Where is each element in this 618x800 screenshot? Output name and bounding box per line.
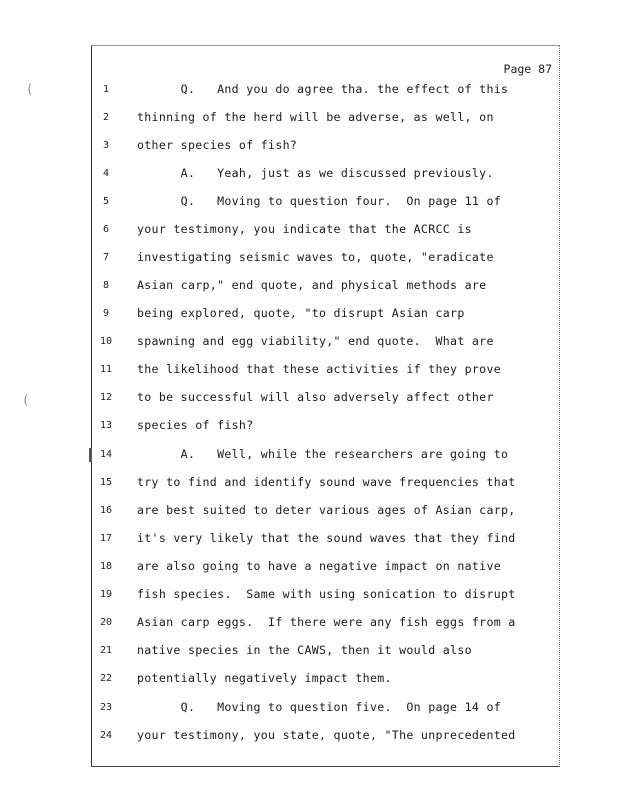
transcript-line [0,249,618,269]
transcript-line [0,389,618,409]
line-number: 19 [99,589,113,600]
line-text: native species in the CAWS, then it would also [137,643,472,657]
line-text: the likelihood that these activities if they prove [137,362,502,376]
line-text: your testimony, you state, quote, "The unprecedented [137,728,516,742]
line-number: 17 [99,533,113,544]
punch-hole-mark: ( [22,393,30,407]
line-text: A. Yeah, just as we discussed previously. [137,166,494,180]
line-number: 11 [99,364,113,375]
transcript-line [0,699,618,719]
line-number: 10 [99,336,113,347]
transcript-line [0,670,618,690]
line-number: 1 [102,84,110,95]
line-number: 8 [102,280,110,291]
line-text: thinning of the herd will be adverse, as well, on [137,110,494,124]
line-number: 5 [102,196,110,207]
line-text: fish species. Same with using sonication to disrupt [137,587,516,601]
line-number: 21 [99,645,113,656]
line-number: 23 [99,702,113,713]
transcript-line [0,417,618,437]
punch-hole-mark: ( [26,82,34,96]
line-text: being explored, quote, "to disrupt Asian carp [137,306,465,320]
line-number: 14 [99,449,113,460]
line-number: 22 [99,673,113,684]
line-number: 15 [99,477,113,488]
line-text: A. Well, while the researchers are going to [137,447,509,461]
line-text: other species of fish? [137,138,298,152]
line-number: 6 [102,224,110,235]
line-number: 12 [99,392,113,403]
line-text: species of fish? [137,418,254,432]
line-text: it's very likely that the sound waves that they find [137,531,516,545]
transcript-line [0,165,618,185]
line-text: Asian carp," end quote, and physical methods are [137,278,487,292]
transcript-line [0,193,618,213]
line-text: your testimony, you indicate that the ACRCC is [137,222,472,236]
line-text: potentially negatively impact them. [137,671,392,685]
transcript-line [0,558,618,578]
transcript-line [0,474,618,494]
line-text: Q. Moving to question five. On page 14 of [137,700,502,714]
line-number: 3 [102,140,110,151]
line-text: try to find and identify sound wave frequencies that [137,475,516,489]
line-number: 18 [99,561,113,572]
line-text: Asian carp eggs. If there were any fish eggs from a [137,615,516,629]
line-number: 20 [99,617,113,628]
transcript-line [0,586,618,606]
line-number: 7 [102,252,110,263]
line-number: 4 [102,168,110,179]
transcript-line [0,277,618,297]
line-text: Q. And you do agree tha. the effect of this [137,82,509,96]
line-number: 24 [99,730,113,741]
transcript-line [0,727,618,747]
transcript-line [0,137,618,157]
transcript-line [0,109,618,129]
line-number: 2 [102,112,110,123]
transcript-line [0,446,618,466]
transcript-line [0,530,618,550]
line-number: 16 [99,505,113,516]
line-number: 13 [99,420,113,431]
line-text: are also going to have a negative impact on native [137,559,502,573]
line-text: Q. Moving to question four. On page 11 of [137,194,502,208]
transcript-line [0,642,618,662]
transcript-line [0,361,618,381]
transcript-line [0,333,618,353]
line-text: spawning and egg viability," end quote. What are [137,334,494,348]
line-text: to be successful will also adversely affect other [137,390,494,404]
transcript-line [0,81,618,101]
transcript-line [0,614,618,634]
line-text: are best suited to deter various ages of Asian carp, [137,503,516,517]
transcript-line [0,305,618,325]
line-text: investigating seismic waves to, quote, "eradicate [137,250,494,264]
line-number: 9 [102,308,110,319]
transcript-line [0,502,618,522]
page-number: Page 87 [503,62,552,76]
transcript-line [0,221,618,241]
